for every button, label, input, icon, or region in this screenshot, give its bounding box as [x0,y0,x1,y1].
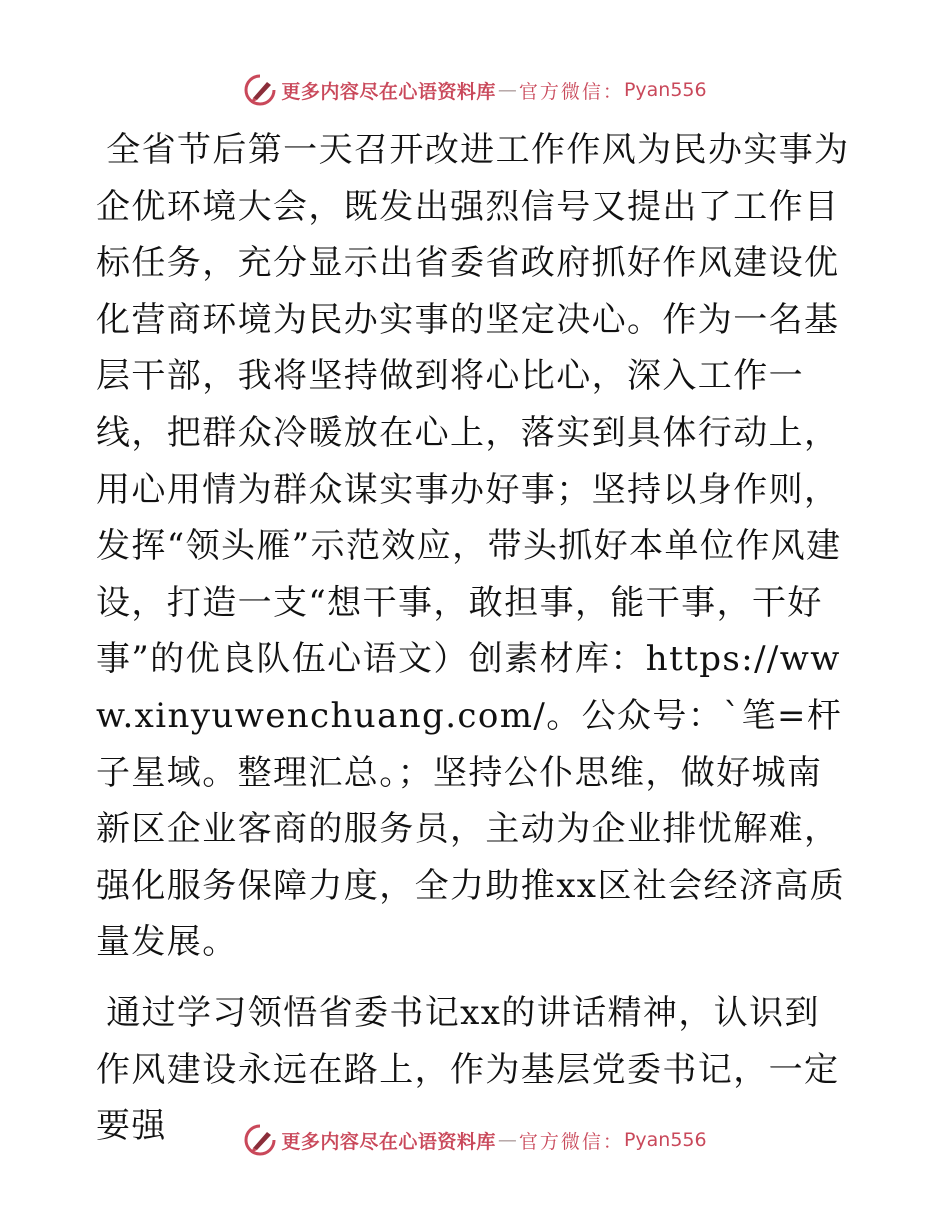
header-banner [0,70,950,110]
wechat-id: Pyan556 [623,1129,707,1151]
paragraph-1: 全省节后第一天召开改进工作作风为民办实事为企优环境大会，既发出强烈信号又提出了工作目标任务，充分显示出省委省政府抓好作风建设优化营商环境为民办实事的坚定决心。作为一名基层干部，我将坚持做到将心比心，深入工作一线，把群众冷暖放在心上，落实到具体行动上，用心用情为群众谋实事办好事；坚持以身作则，发挥“领头雁”示范效应，带头抓好本单位作风建设，打造一支“想干事，敢担事，能干事，干好事”的优良队伍心语文）创素材库：https://www.xinyuwenchuang.com/。公众号：`笔=杆子星域。整理汇总。；坚持公仆思维，做好城南新区企业客商的服务员，主动为企业排忧解难，强化服务保障力度，全力助推xx区社会经济高质量发展。 [96,130,850,963]
paragraph-2: 通过学习领悟省委书记xx的讲话精神，认识到作风建设永远在路上，作为基层党委书记，一定要强 [96,992,840,1147]
brand-text: 更多内容尽在心语资料库 [281,80,496,103]
wechat-label: 官方微信： [518,80,624,103]
wechat-id: Pyan556 [623,79,707,101]
footer-banner [0,1120,950,1160]
banner-separator: — [497,1129,517,1151]
wechat-label: 官方微信： [518,1130,624,1153]
document-body [96,122,854,1155]
brand-text: 更多内容尽在心语资料库 [281,1130,496,1153]
pen-circle-icon [243,1123,277,1157]
pen-circle-icon [243,73,277,107]
banner-separator: — [497,79,517,101]
